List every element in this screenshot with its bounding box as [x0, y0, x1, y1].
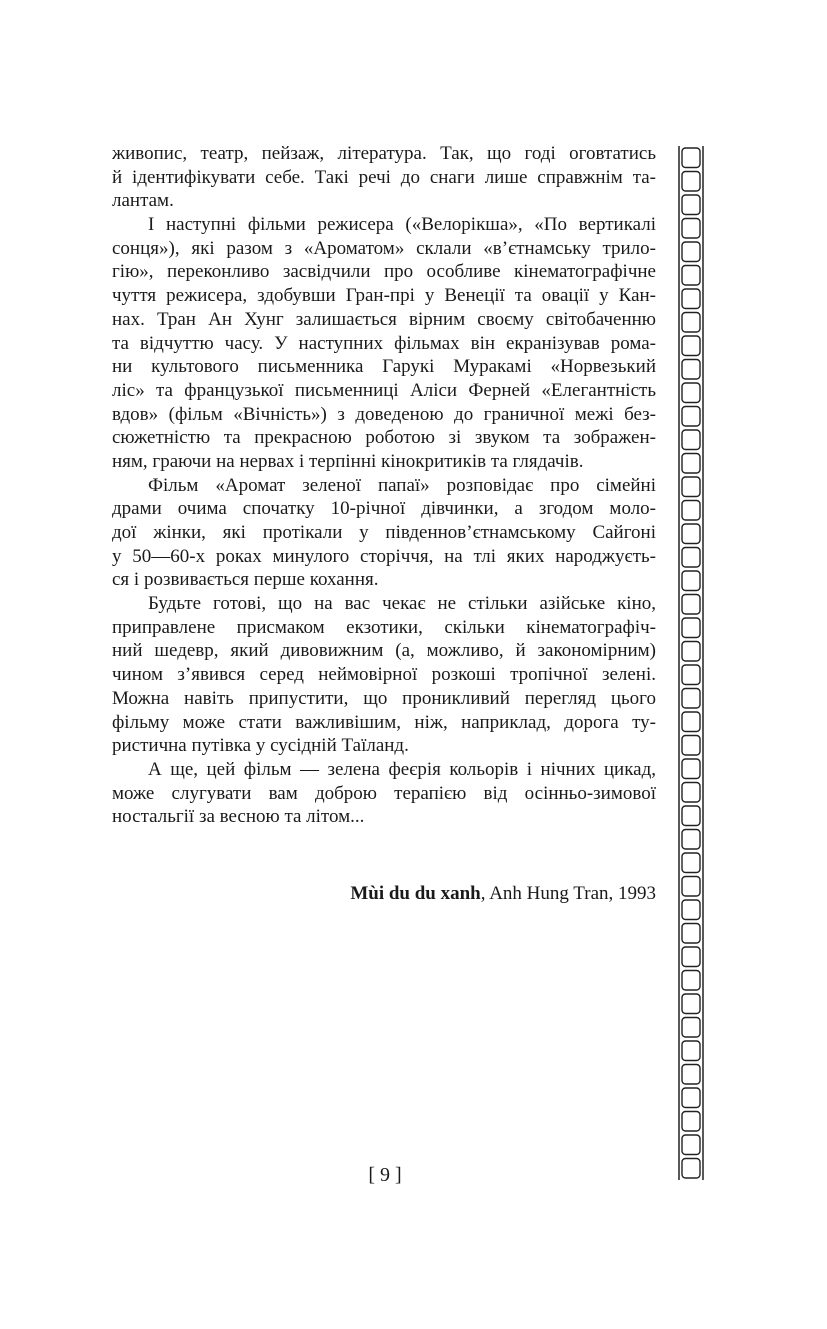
film-frame	[682, 548, 700, 568]
film-frame	[682, 1041, 700, 1061]
film-frame	[682, 430, 700, 450]
text-line: гію», переконливо засвідчили про особливе кінематографічне	[112, 261, 656, 283]
page-number: [ 9 ]	[368, 1164, 402, 1186]
text-line: ристична путівка у сусідній Таїланд.	[112, 735, 409, 757]
text-line: й ідентифікувати себе. Такі речі до снаги лише справжнім та-	[112, 166, 656, 188]
text-line: та відчуттю часу. У наступних фільмах він екранізував рома-	[112, 332, 656, 354]
film-frame	[682, 477, 700, 497]
body-text	[112, 142, 656, 829]
paragraph	[112, 213, 656, 474]
text-line: Будьте готові, що на вас чекає не стільки азійське кіно,	[148, 593, 656, 615]
film-strip-decoration	[678, 146, 704, 1180]
text-line: ностальгії за весною та літом...	[112, 806, 365, 828]
film-frame	[682, 900, 700, 920]
film-frame	[682, 524, 700, 544]
film-frame	[682, 853, 700, 873]
film-frame	[682, 618, 700, 638]
film-frame	[682, 947, 700, 967]
film-frame	[682, 1088, 700, 1108]
film-frame	[682, 712, 700, 732]
paragraph	[112, 142, 656, 213]
paragraph	[112, 592, 656, 758]
film-frame	[682, 783, 700, 803]
text-line: ни культового письменника Гарукі Муракамі «Норвезький	[112, 356, 656, 378]
film-frame	[682, 924, 700, 944]
text-line: ся і розвивається перше кохання.	[112, 569, 379, 591]
text-line: фільму може стати важливішим, ніж, наприклад, дорога ту-	[112, 711, 656, 733]
text-line: може слугувати вам доброю терапією від осінньо-зимової	[112, 782, 656, 804]
text-line: сюжетністю та прекрасною роботою зі звуком та зображен-	[112, 427, 656, 449]
text-line: вдов» (фільм «Вічність») з доведеною до граничної межі без-	[112, 403, 656, 425]
film-frame	[682, 877, 700, 897]
film-frame	[682, 148, 700, 168]
film-frame	[682, 1159, 700, 1179]
film-frame	[682, 336, 700, 356]
text-line: у 50—60-х роках минулого сторіччя, на тлі яких народжуєть-	[112, 545, 656, 567]
film-frame	[682, 242, 700, 262]
text-line: чуття режисера, здобувши Гран-прі у Венеції та овації у Кан-	[112, 285, 656, 307]
film-frame	[682, 1065, 700, 1085]
film-frame	[682, 689, 700, 709]
text-line: ням, граючи на нервах і терпінні кінокритиків та глядачів.	[112, 450, 584, 472]
text-line: чином з’явився серед неймовірної розкоші тропічної зелені.	[112, 664, 656, 686]
film-frame	[682, 1135, 700, 1155]
text-line: А ще, цей фільм — зелена феєрія кольорів і нічних цикад,	[148, 758, 656, 780]
film-frame	[682, 994, 700, 1014]
film-title: Mùi du du xanh	[350, 883, 481, 904]
text-line: ліс» та французької письменниці Аліси Ферней «Елегантність	[112, 379, 656, 401]
text-line: лантам.	[112, 190, 174, 212]
film-credit-rest: , Anh Hung Tran, 1993	[480, 883, 656, 904]
text-line: дої жінки, які протікали у південнов’єтнамському Сайгоні	[112, 522, 656, 543]
film-frame	[682, 759, 700, 779]
film-frame	[682, 195, 700, 215]
film-credit	[112, 882, 656, 906]
film-frame	[682, 571, 700, 591]
film-frame	[682, 172, 700, 192]
film-frame	[682, 830, 700, 850]
film-frame	[682, 736, 700, 756]
paragraph	[112, 474, 656, 592]
film-frame	[682, 971, 700, 991]
film-frame	[682, 665, 700, 685]
film-frame	[682, 1018, 700, 1038]
text-line: сонця»), які разом з «Ароматом» склали «в’єтнамську трило-	[112, 237, 656, 259]
film-frame	[682, 219, 700, 239]
film-frame	[682, 806, 700, 826]
film-frame	[682, 1112, 700, 1132]
film-frame	[682, 360, 700, 380]
text-line: Можна навіть припустити, що проникливий перегляд цього	[112, 687, 656, 709]
paragraph	[112, 758, 656, 829]
text-line: І наступні фільми режисера («Велорікша», «По вертикалі	[148, 214, 656, 236]
film-frame	[682, 454, 700, 474]
text-line: драми очима спочатку 10-річної дівчинки, а згодом моло-	[112, 498, 656, 520]
film-frame	[682, 407, 700, 427]
film-frame	[682, 266, 700, 286]
text-line: ний шедевр, який дивовижним (а, можливо, й закономірним)	[112, 640, 656, 662]
film-frame	[682, 313, 700, 333]
film-frame	[682, 289, 700, 309]
film-frame	[682, 642, 700, 662]
text-line: Фільм «Аромат зеленої папаї» розповідає про сімейні	[148, 474, 656, 496]
text-line: приправлене присмаком екзотики, скільки кінематографіч-	[112, 616, 656, 638]
film-frame	[682, 383, 700, 403]
film-frame	[682, 501, 700, 521]
text-line: нах. Тран Ан Хунг залишається вірним своєму світобаченню	[112, 308, 656, 330]
text-line: живопис, театр, пейзаж, література. Так, що годі оговтатись	[112, 143, 656, 164]
film-frame	[682, 595, 700, 615]
